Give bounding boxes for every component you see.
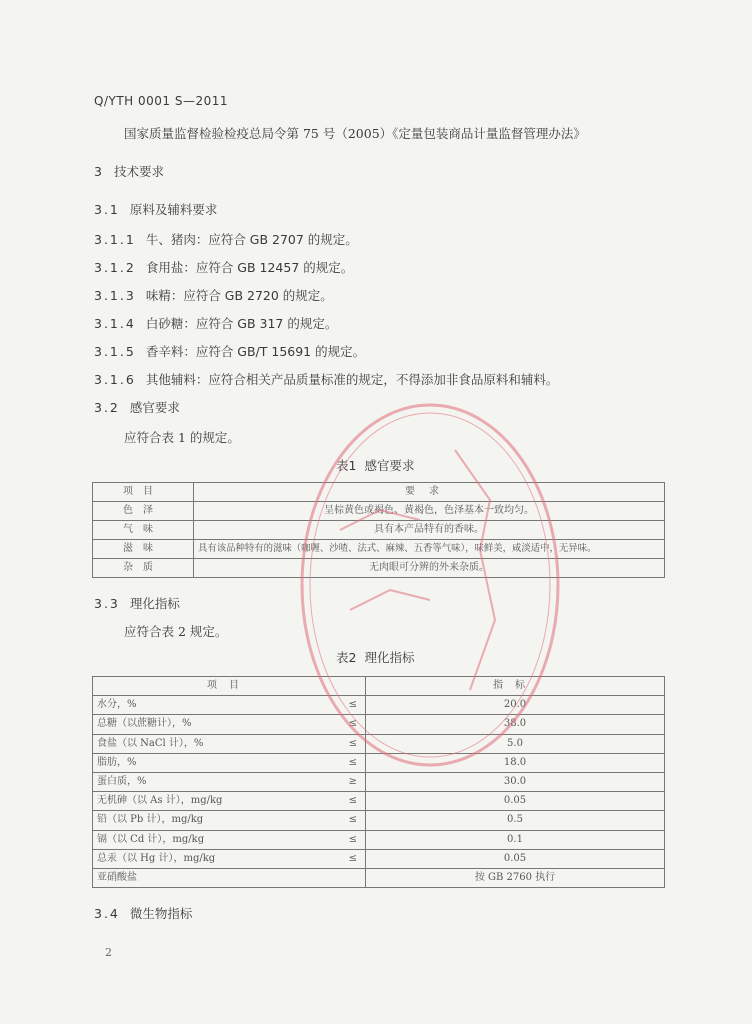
section-title: 感官要求 <box>129 400 180 415</box>
section-title: 理化指标 <box>129 596 180 611</box>
section-3 <box>94 162 164 180</box>
row-comparator: ≥ <box>345 773 366 792</box>
section-number: 3 <box>94 164 104 179</box>
row-requirement: 呈棕黄色或褐色、黄褐色，色泽基本一致均匀。 <box>194 502 665 521</box>
clause-3-1-3 <box>94 286 333 304</box>
table-row <box>93 521 665 540</box>
clause-text: 食用盐：应符合 GB 12457 的规定。 <box>145 260 354 275</box>
row-name: 镉（以 Cd 计），mg/kg <box>93 830 345 849</box>
clause-number: 3.1.1 <box>94 232 136 247</box>
clause-3-1-6 <box>94 370 558 388</box>
row-name: 总糖（以蔗糖计），% <box>93 715 345 734</box>
table-row <box>93 696 665 715</box>
clause-3-1-4 <box>94 314 337 332</box>
header-item: 项目 <box>93 677 366 696</box>
section-number: 3.2 <box>94 400 120 415</box>
table-row <box>93 540 665 559</box>
table-header-row <box>93 677 665 696</box>
row-comparator: ≤ <box>345 696 366 715</box>
clause-3-1-5 <box>94 342 365 360</box>
row-name: 亚硝酸盐 <box>93 869 345 888</box>
section-3-1 <box>94 200 217 218</box>
table-row <box>93 502 665 521</box>
table-row <box>93 869 665 888</box>
clause-text: 味精：应符合 GB 2720 的规定。 <box>145 288 333 303</box>
row-value: 30.0 <box>366 773 665 792</box>
row-requirement: 无肉眼可分辨的外来杂质。 <box>194 559 665 578</box>
section-3-2-body: 应符合表 1 的规定。 <box>124 430 240 445</box>
clause-number: 3.1.3 <box>94 288 136 303</box>
clause-number: 3.1.6 <box>94 372 136 387</box>
row-name: 食盐（以 NaCl 计），% <box>93 734 345 753</box>
row-name: 无机砷（以 As 计），mg/kg <box>93 792 345 811</box>
row-value: 0.1 <box>366 830 665 849</box>
section-number: 3.4 <box>94 906 120 921</box>
table-row <box>93 734 665 753</box>
clause-3-1-1 <box>94 230 358 248</box>
section-3-4 <box>94 904 192 922</box>
table-header-row <box>93 483 665 502</box>
header-item: 项目 <box>93 483 194 502</box>
table-row <box>93 753 665 772</box>
page-number: 2 <box>105 946 112 959</box>
row-name: 蛋白质，% <box>93 773 345 792</box>
table2-caption-title: 理化指标 <box>364 650 415 665</box>
section-title: 原料及辅料要求 <box>129 202 218 217</box>
row-comparator: ≤ <box>345 830 366 849</box>
table2-caption <box>336 648 414 666</box>
header-indicator: 指标 <box>366 677 665 696</box>
row-name: 总汞（以 Hg 计），mg/kg <box>93 849 345 868</box>
table-row <box>93 715 665 734</box>
row-value: 20.0 <box>366 696 665 715</box>
row-item: 气味 <box>93 521 194 540</box>
section-3-2 <box>94 398 180 416</box>
row-comparator: ≤ <box>345 734 366 753</box>
row-name: 铅（以 Pb 计），mg/kg <box>93 811 345 830</box>
clause-number: 3.1.4 <box>94 316 136 331</box>
clause-text: 香辛料：应符合 GB/T 15691 的规定。 <box>145 344 366 359</box>
clause-number: 3.1.2 <box>94 260 136 275</box>
row-name: 水分，% <box>93 696 345 715</box>
physicochemical-indicators-table <box>92 676 665 888</box>
row-name: 脂肪，% <box>93 753 345 772</box>
table1-caption <box>336 456 414 474</box>
row-item: 色泽 <box>93 502 194 521</box>
section-title: 技术要求 <box>113 164 164 179</box>
sensory-requirements-table <box>92 482 665 578</box>
table-row <box>93 830 665 849</box>
clause-text: 其他辅料：应符合相关产品质量标准的规定，不得添加非食品原料和辅料。 <box>145 372 559 387</box>
table-row <box>93 792 665 811</box>
row-value: 0.05 <box>366 849 665 868</box>
section-number: 3.3 <box>94 596 120 611</box>
reference-line: 国家质量监督检验检疫总局令第 75 号（2005）《定量包装商品计量监督管理办法》 <box>124 126 586 141</box>
row-item: 滋味 <box>93 540 194 559</box>
table-row <box>93 849 665 868</box>
section-title: 微生物指标 <box>129 906 193 921</box>
row-value: 5.0 <box>366 734 665 753</box>
section-3-3 <box>94 594 180 612</box>
table1-caption-number: 表1 <box>336 458 357 473</box>
header-requirement: 要求 <box>194 483 665 502</box>
table2-caption-number: 表2 <box>336 650 357 665</box>
row-requirement: 具有本产品特有的香味。 <box>194 521 665 540</box>
row-requirement: 具有该品种特有的滋味（咖喱、沙喳、法式、麻辣、五香等气味），味鲜美，咸淡适中，无异味。 <box>194 540 665 559</box>
row-value: 0.5 <box>366 811 665 830</box>
section-number: 3.1 <box>94 202 120 217</box>
section-3-3-body: 应符合表 2 规定。 <box>124 624 228 639</box>
row-value: 18.0 <box>366 753 665 772</box>
table-row <box>93 773 665 792</box>
table-row <box>93 559 665 578</box>
row-comparator: ≤ <box>345 715 366 734</box>
row-item: 杂质 <box>93 559 194 578</box>
row-comparator: ≤ <box>345 792 366 811</box>
row-value: 0.05 <box>366 792 665 811</box>
row-value: 按 GB 2760 执行 <box>366 869 665 888</box>
clause-3-1-2 <box>94 258 353 276</box>
clause-text: 白砂糖：应符合 GB 317 的规定。 <box>145 316 338 331</box>
standard-code: Q/YTH 0001 S—2011 <box>94 94 228 108</box>
row-comparator: ≤ <box>345 849 366 868</box>
table-row <box>93 811 665 830</box>
row-comparator <box>345 869 366 888</box>
clause-number: 3.1.5 <box>94 344 136 359</box>
clause-text: 牛、猪肉：应符合 GB 2707 的规定。 <box>145 232 358 247</box>
row-value: 38.0 <box>366 715 665 734</box>
row-comparator: ≤ <box>345 811 366 830</box>
row-comparator: ≤ <box>345 753 366 772</box>
table1-caption-title: 感官要求 <box>364 458 415 473</box>
